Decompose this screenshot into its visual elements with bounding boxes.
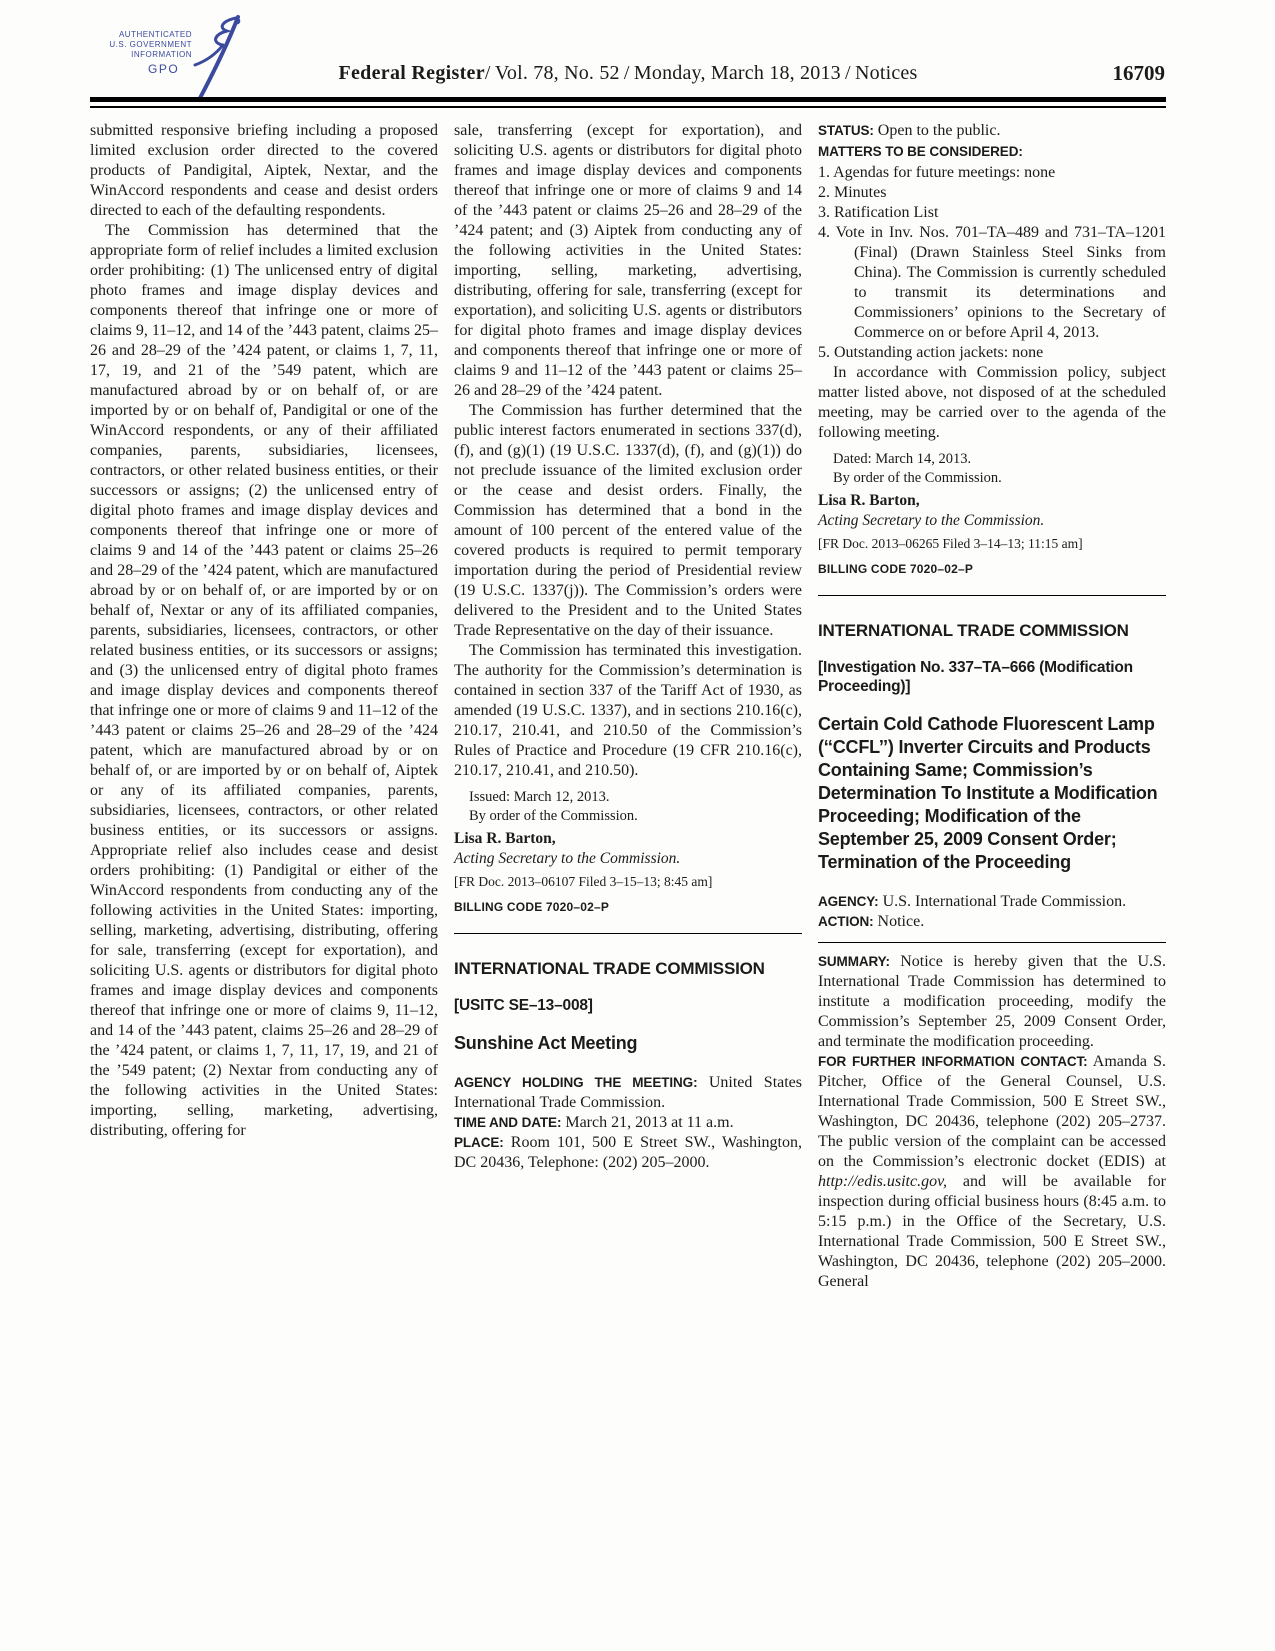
- by-order-line: By order of the Commission.: [469, 808, 638, 824]
- fr-doc-line: [FR Doc. 2013–06107 Filed 3–15–13; 8:45 am]: [454, 874, 713, 889]
- notice-title: Certain Cold Cathode Fluorescent Lamp (‘‘CCFL’’) Inverter Circuits and Products Containing Same; Commission’s Determination To Institute a Modification Proceeding; Modification of the September 25, 2009 Consent Order; Termination of the Proceeding: [818, 714, 1158, 872]
- further-info-label: FOR FURTHER INFORMATION CONTACT:: [818, 1054, 1088, 1069]
- status-text: Open to the public.: [877, 122, 1001, 139]
- time-date-paragraph: [454, 1113, 802, 1133]
- time-date-label: TIME AND DATE:: [454, 1115, 562, 1130]
- place-text: Room 101, 500 E Street SW., Washington, DC 20436, Telephone: (202) 205–2000.: [454, 1134, 802, 1171]
- place-label: PLACE:: [454, 1135, 504, 1150]
- billing-code: BILLING CODE 7020–02–P: [818, 562, 974, 576]
- agency-holding-paragraph: [454, 1073, 802, 1113]
- further-info-text-cont: and will be available for inspection during official business hours (8:45 a.m. to 5:15 p.m.) in the Office of the Secretary, U.S. International Trade Commission, 500 E Street SW., Washington, DC 20436, telephone (202) 205–2000. General: [818, 1173, 1166, 1290]
- summary-label: SUMMARY:: [818, 954, 890, 969]
- body-paragraph: The Commission has further determined that the public interest factors enumerated in sections 337(d), (f), and (g)(1) (19 U.S.C. 1337(d), (f), and (g)(1)) do not preclude issuance of the limited exclusion order or the cease and desist orders. Finally, the Commission has determined that a bond in the amount of 100 percent of the entered value of the covered products is required to permit temporary importation during the period of Presidential review (19 U.S.C. 1337(j)). The Commission’s orders were delivered to the President and to the United States Trade Representative on the day of their issuance.: [454, 402, 802, 639]
- column-1: [90, 121, 438, 1292]
- body-paragraph: In accordance with Commission policy, subject matter listed above, not disposed of at the scheduled meeting, may be carried over to the agenda of the following meeting.: [818, 364, 1166, 441]
- matters-item: 4. Vote in Inv. Nos. 701–TA–489 and 731–TA–1201 (Final) (Drawn Stainless Steel Sinks from China). The Commission is currently scheduled to transmit its determinations and Commissioners’ opinions to the Secretary of Commerce on or before April 4, 2013.: [818, 224, 1166, 341]
- matters-item: 5. Outstanding action jackets: none: [818, 344, 1044, 361]
- issued-line: Issued: March 12, 2013.: [469, 789, 610, 805]
- running-head-title: Federal Register: [338, 62, 485, 84]
- gpo-logo-line1: AUTHENTICATED: [118, 30, 192, 39]
- summary-divider: [818, 942, 1166, 943]
- header-rule-thin: [90, 106, 1166, 108]
- agency-label: AGENCY:: [818, 894, 879, 909]
- notice-docket: [USITC SE–13–008]: [454, 997, 593, 1014]
- columns: [90, 121, 1166, 1292]
- time-date-text: March 21, 2013 at 11 a.m.: [565, 1114, 734, 1131]
- signature-name: Lisa R. Barton,: [818, 492, 920, 509]
- body-paragraph: The Commission has terminated this investigation. The authority for the Commission’s determination is contained in section 337 of the Tariff Act of 1930, as amended (19 U.S.C. 1337), and in sections 210.16(c), 210.17, 210.41, and 210.50 of the Commission’s Rules of Practice and Procedure (19 CFR 210.16(c), 210.17, 210.41, and 210.50).: [454, 642, 802, 779]
- column-2: [454, 121, 802, 1292]
- by-order-line: By order of the Commission.: [833, 470, 1002, 486]
- signature-title: Acting Secretary to the Commission.: [818, 512, 1045, 529]
- body-paragraph: submitted responsive briefing including a proposed limited exclusion order directed to the covered products of Pandigital, Aiptek, Nextar, and the WinAccord respondents and cease and desist orders directed to each of the defaulting respondents.: [90, 122, 438, 219]
- summary-paragraph: [818, 952, 1166, 1052]
- place-paragraph: [454, 1133, 802, 1173]
- signature-title: Acting Secretary to the Commission.: [454, 850, 681, 867]
- matters-label: MATTERS TO BE CONSIDERED:: [818, 144, 1023, 159]
- column-3: [818, 121, 1166, 1292]
- notice-docket: [Investigation No. 337–TA–666 (Modification Proceeding)]: [818, 659, 1133, 695]
- gpo-logo-text: [88, 30, 192, 60]
- section-divider: [818, 595, 1166, 596]
- further-info-text: Amanda S. Pitcher, Office of the General Counsel, U.S. International Trade Commission, 500 E Street SW., Washington, DC 20436, telephone (202) 205–2737. The public version of the complaint can be accessed on the Commission’s electronic docket (EDIS) at: [818, 1053, 1166, 1170]
- section-divider: [454, 933, 802, 934]
- matters-item: 1. Agendas for future meetings: none: [818, 164, 1056, 181]
- agency-paragraph: [818, 892, 1166, 912]
- fr-doc-line: [FR Doc. 2013–06265 Filed 3–14–13; 11:15 am]: [818, 536, 1083, 551]
- running-head-issue: / Vol. 78, No. 52 / Monday, March 18, 2013 / Notices: [484, 62, 918, 84]
- matters-item: 2. Minutes: [818, 184, 887, 201]
- body-paragraph: sale, transferring (except for exportation), and soliciting U.S. agents or distributors for digital photo frames and image display devices and components thereof that infringe one or more of claims 9 and 14 of the ’443 patent or claims 25–26 and 28–29 of the ’424 patent; and (3) Aiptek from conducting any of the following activities in the United States: importing, selling, marketing, advertising, distributing, offering for sale, transferring (except for exportation), and soliciting U.S. agents or distributors for digital photo frames and image display devices and components thereof that infringe one or more of claims 9 and 11–12 of the ’443 patent or claims 25–26 and 28–29 of the ’424 patent.: [454, 122, 802, 399]
- gpo-eagle-icon: [192, 14, 244, 106]
- gpo-logo: [88, 16, 228, 106]
- action-label: ACTION:: [818, 914, 874, 929]
- running-head: [90, 62, 1166, 85]
- dated-line: Dated: March 14, 2013.: [833, 451, 972, 467]
- agency-holding-label: AGENCY HOLDING THE MEETING:: [454, 1075, 698, 1090]
- matters-item: 3. Ratification List: [818, 204, 939, 221]
- gpo-logo-gpo: GPO: [148, 62, 180, 76]
- signature-name: Lisa R. Barton,: [454, 830, 556, 847]
- further-info-url: http://edis.usitc.gov,: [818, 1173, 948, 1190]
- gpo-logo-line2: U.S. GOVERNMENT: [109, 40, 192, 49]
- body-paragraph: The Commission has determined that the appropriate form of relief includes a limited exclusion order prohibiting: (1) The unlicensed entry of digital photo frames and image display devices and components thereof that infringe one or more of claims 9, 11–12, and 14 of the ’443 patent, claims 25–26 and 28–29 of the ’424 patent, or claims 1, 7, 11, 17, 19, and 21 of the ’549 patent, which are manufactured abroad by or on behalf of, or are imported by or on behalf of, Pandigital or one of the WinAccord respondents, or any of their affiliated companies, parents, subsidiaries, licensees, contractors, or other related business entities, or their successors or assigns; (2) the unlicensed entry of digital photo frames and image display devices and components thereof that infringe one or more of claims 9 and 14 of the ’443 patent or claims 25–26 and 28–29 of the ’424 patent, which are manufactured abroad by or on behalf of, or are imported by or on behalf of, Nextar or any of its affiliated companies, parents, subsidiaries, licensees, contractors, or other related business entities, or its successors or assigns; and (3) the unlicensed entry of digital photo frames and image display devices and components thereof that infringe one or more of claims 9 and 11–12 of the ’443 patent or claims 25–26 and 28–29 of the ’424 patent, which are manufactured abroad by or on behalf of, or are imported by or on behalf of, Aiptek or any of its affiliated companies, parents, subsidiaries, licensees, contractors, or other related business entities, or its successors or assigns. Appropriate relief also includes cease and desist orders prohibiting: (1) Pandigital or either of the WinAccord respondents from conducting any of the following activities in the United States: importing, selling, marketing, advertising, distributing, offering for sale, transferring (except for exportation), and soliciting U.S. agents or distributors for digital photo frames and image display devices and components thereof that infringe one or more of claims 9, 11–12, and 14 of the ’443 patent, claims 25–26 and 28–29 of the ’424 patent, or claims 1, 7, 11, 17, 19, and 21 of the ’549 patent; (2) Nextar from conducting any of the following activities in the United States: importing, selling, marketing, advertising, distributing, offering for: [90, 222, 438, 1139]
- billing-code: BILLING CODE 7020–02–P: [454, 900, 610, 914]
- gpo-logo-line3: INFORMATION: [131, 50, 192, 59]
- page-number: 16709: [1112, 61, 1165, 85]
- status-paragraph: [818, 121, 1166, 141]
- notice-agency-heading: INTERNATIONAL TRADE COMMISSION: [818, 621, 1129, 640]
- header-rule-thick: [90, 97, 1166, 102]
- notice-title: Sunshine Act Meeting: [454, 1033, 638, 1053]
- summary-text: Notice is hereby given that the U.S. International Trade Commission has determined to institute a modification proceeding, modify the Commission’s September 25, 2009 Consent Order, and terminate the modification proceeding.: [818, 953, 1167, 1050]
- agency-holding-text: United States International Trade Commission.: [454, 1074, 803, 1111]
- action-paragraph: [818, 912, 1166, 932]
- agency-text: U.S. International Trade Commission.: [882, 893, 1127, 910]
- notice-agency-heading: INTERNATIONAL TRADE COMMISSION: [454, 959, 765, 978]
- status-label: STATUS:: [818, 123, 874, 138]
- action-text: Notice.: [877, 913, 925, 930]
- further-info-paragraph: [818, 1052, 1166, 1292]
